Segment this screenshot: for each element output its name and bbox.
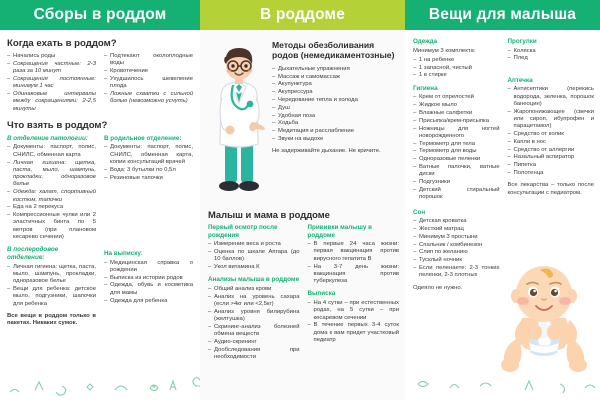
list-item: – Жесткий матрац [413,226,500,233]
list-item: – Плед [508,55,595,62]
what-to-take-left [7,135,96,333]
pathology-list [7,144,96,241]
first-exam-list [208,241,300,271]
list-item: – Ходьба [272,120,399,127]
what-to-take-right [104,135,193,333]
header-v-roddome [200,0,405,30]
list-item: – Одноразовые пеленки [413,156,500,163]
list-item: – На 4 сутки – при естественных родах, на 5 сутки – при кесаревом сечении [308,300,400,322]
list-item: – Коляска [508,48,595,55]
subhead-sleep: Сон [413,208,426,216]
subhead-hygiene: Гигиена [413,84,438,92]
subhead-tests: Анализы малыша в роддоме [208,276,300,284]
list-item: – Выписка из истории родов [104,275,193,282]
list-item: – Кровотечение [104,68,193,75]
list-item: – Чередование тепла и холода [272,97,399,104]
list-item: – Ватные палочки, ватные диски [413,164,500,179]
list-item: – Аудио-скрининг [208,339,300,346]
subhead-discharge-mid: Выписка [307,290,336,298]
list-item: – Резиновые тапочки [104,175,193,182]
header-title-2: В роддоме [259,6,346,23]
clothes-intro: Минимум 3 комплекта: [413,47,476,54]
hygiene-list [413,94,500,201]
list-item: – Назальный аспиратор [508,154,595,161]
list-item: – Личная гигиена: щетка, паста, мыло, шампунь, прокладки, одноразовое белье [7,160,96,189]
subhead-first-aid-kit: Аптечка [507,76,533,84]
walks-list [508,48,595,63]
list-item: – Одежда для ребенка [104,298,193,305]
list-item: – Крем от опрелостей [413,94,500,101]
list-item: – Пипетка [508,162,595,169]
list-item: – Полотенца [508,170,595,177]
list-item: – Анализ на уровень сахара (если >4кг или <2,5кг) [208,294,300,309]
list-item: – Тусклый ночник [413,257,500,264]
list-item: – Документы: паспорт, полис, СНИЛС, обменная карта [7,144,96,159]
pain-methods-list [272,66,399,143]
header-title-1: Сборы в роддом [33,6,167,23]
list-item: – Душ [272,105,399,112]
baby-and-mom-two-columns [208,224,399,366]
list-item: – Спальник / комбинезон [413,242,500,249]
list-item: – Жаропонижающее (свечки или сироп, ибупрофен и парацетамол) [508,109,595,131]
when-to-go-right [104,53,193,118]
list-item: – Детская кроватка [413,218,500,225]
list-item: – Сокращения постоянные: минимум 1 час [7,76,96,91]
list-item: – Средство от колик [508,131,595,138]
postnatal-note: Все вещи в роддом только в пакетах. Никаких сумок. [7,312,96,327]
header-title-3: Вещи для малыша [428,6,577,23]
section-title-when-to-go: Когда ехать в роддом? [7,38,117,49]
list-item: – Скрининг-анализ болезней обмена веществ [208,324,300,339]
pain-relief-text [270,38,399,161]
list-item: – Массаж и самомассаж [272,74,399,81]
postnatal-list [7,264,96,308]
list-item: – Анализ уровня билирубина (желтушка) [208,309,300,324]
baby-items-two-columns [413,38,594,297]
subhead-postnatal: В послеродовое отделение: [7,246,59,261]
header-veschi-dlya-malysha [405,0,600,30]
pain-relief-block [208,38,399,205]
header-bar [0,0,600,30]
what-to-take-two-columns [7,135,193,333]
list-item: – Термометр для тела [413,141,500,148]
list-item: – Вода: 3 бутылки по 0,5л [104,167,193,174]
list-item: – Ножницы для ногтей новорожденного [413,126,500,141]
when-to-go-left [7,53,96,118]
list-item: – Еда на 2 перекуса [7,204,96,211]
tests-list [208,286,300,361]
list-item: – Ложные схватки с сильной болью (невозможно уснуть) [104,91,193,106]
list-item: – Слип по желанию [413,249,500,256]
list-item: – Сокращения частные: 2-3 раза за 10 минут [7,61,96,76]
list-item: – Влажные салфетки [413,110,500,117]
delivery-room-list [104,144,193,181]
list-item: – Оценка по шкале Апгара (до 10 баллов) [208,249,300,264]
first-aid-kit-note: Все лекарства – только после консультации с педиатром. [507,182,594,196]
subhead-delivery-room: В родильное отделение: [104,134,182,142]
sleep-note: Одеяло не нужно. [413,284,463,291]
doctor-illustration-wrap [208,40,270,205]
list-item: – 1 на ребенке [413,57,500,64]
subhead-walks: Прогулки [507,38,537,45]
list-item: – Укол витамина К [208,264,300,271]
list-item: – Компрессионные чулки или 2 эластичных бинта по 5 метров (при плановом кесарево сечении) [7,212,96,241]
subhead-clothes: Одежда [413,38,438,45]
list-item: – В течение первых 3-4 суток дома к вам придет участковый педиатр [308,322,400,344]
when-to-go-two-columns [7,53,193,118]
list-item: – 1 запасной, чистый [413,65,500,72]
list-item: – Личная гигиена: щетка, паста, мыло, шампунь, прокладки, одноразовое белье [7,264,96,286]
list-item: – Документы: паспорт, полис, СНИЛС, обменная карта, копии консультаций врачей [104,144,193,166]
list-item: – Подтекают околоплодные воды [104,53,193,68]
list-item: – Удобная поза [272,113,399,120]
list-item: – Минимум 3 простыни [413,234,500,241]
list-item: – Вещи для ребенка: детское мыло, подгузники, шапочки для ребенка [7,286,96,308]
list-item: – Одежда, обувь и косметика для мамы [104,282,193,297]
baby-and-mom-title: Малыш и мама в роддоме [208,209,330,220]
list-item: – Подгузники [413,179,500,186]
list-item: – Звуки на выдохе [272,136,399,143]
subhead-pathology: В отделение патологии: [7,134,88,142]
baby-items-right [508,38,595,297]
list-item: – В первые 24 часа жизни: первая вакцинация против вирусного гепатита B [308,241,400,263]
list-item: – Начались роды [7,53,96,60]
baby-illustration [492,264,596,384]
subhead-vaccines: Прививки малышу в роддоме [307,224,372,239]
list-item: – Детский стиральный порошок [413,187,500,202]
list-item: – 1 в стирке [413,72,500,79]
list-item: – Средство от аллергии [508,147,595,154]
discharge-list [104,260,193,305]
when-right-list [104,53,193,106]
list-item: – Жидкое мыло [413,102,500,109]
list-item: – Присыпка/крем-присыпка [413,118,500,125]
column-sbory-v-roddom [0,30,200,400]
list-item: – Измерение веса и роста [208,241,300,248]
list-item: – Одинаковые интервалы между сокращениями: 2-2,5 минуты [7,91,96,113]
subhead-discharge: На выписку: [104,249,143,257]
baby-mom-right [308,224,400,366]
list-item: – Медицинская справка о рождении [104,260,193,275]
list-item: – На 3-7 день жизни: вакцинация против туберкулеза [308,264,400,286]
list-item: – Если пеленаете: 2-3 тонких пеленки, 2-3 плотных [413,265,500,280]
list-item: – Ухудшилось шевеление плода [104,76,193,91]
list-item: – Капли в нос [508,139,595,146]
pain-relief-title: Методы обезболивания родов (немедикаментозные) [272,40,395,61]
sleep-list [413,218,500,279]
when-left-list [7,53,96,113]
list-item: – Антисептики (перекись водорода, зеленка, порошок банеоцин) [508,86,595,108]
list-item: – Термометр для воды [413,148,500,155]
list-item: – Акупунктура [272,81,399,88]
section-title-what-to-take: Что взять в роддом? [7,119,108,131]
list-item: – Дообследования при необходимости [208,347,300,362]
first-aid-kit-list [508,86,595,177]
clothes-list [413,57,500,80]
list-item: – Одежда: халат, спортивный костюм, тапочки [7,189,96,204]
header-sbory-v-roddom [0,0,200,30]
list-item: – Общий анализ крови [208,286,300,293]
doctor-illustration [208,40,270,200]
baby-items-left [413,38,500,297]
discharge-mid-list [308,300,400,344]
subhead-first-exam: Первый осмотр после рождения [208,224,278,239]
pain-relief-note: Не задерживайте дыхание. Не кричите. [272,148,381,155]
list-item: – Медитация и расслабление [272,128,399,135]
list-item: – Дыхательные упражнения [272,66,399,73]
column-v-roddome [200,30,405,400]
list-item: – Акупрессура [272,89,399,96]
vaccines-list [308,241,400,285]
baby-mom-left [208,224,300,366]
